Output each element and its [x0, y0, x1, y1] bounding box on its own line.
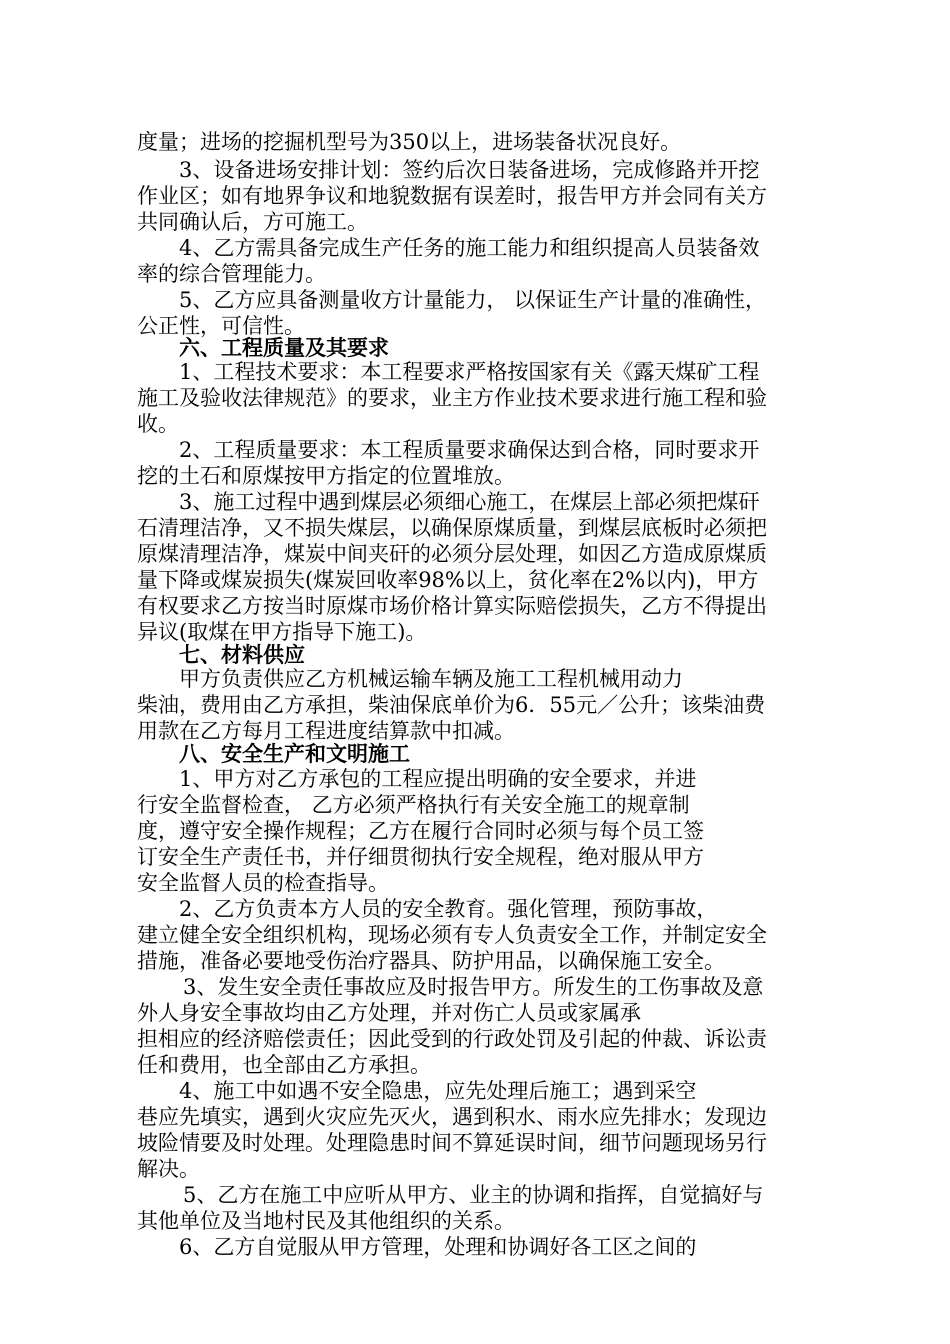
section-heading: 六、工程质量及其要求: [179, 335, 389, 360]
text-line: 异议(取煤在甲方指导下施工)。: [137, 620, 427, 644]
text-line: 4、施工中如遇不安全隐患，应先处理后施工；遇到采空: [179, 1079, 697, 1103]
text-line: 坡险情要及时处理。处理隐患时间不算延误时间，细节问题现场另行: [137, 1131, 767, 1155]
text-line: 施工及验收法律规范》的要求，业主方作业技术要求进行施工程和验: [137, 386, 767, 410]
text-line: 订安全生产责任书，并仔细贯彻执行安全规程，绝对服从甲方: [137, 845, 704, 869]
text-line: 收。: [137, 412, 179, 436]
section-heading: 八、安全生产和文明施工: [179, 741, 410, 766]
text-line: 量下降或煤炭损失(煤炭回收率98%以上，贫化率在2%以内)，甲方: [137, 568, 759, 592]
text-line: 度，遵守安全操作规程；乙方在履行合同时必须与每个员工签: [137, 819, 704, 843]
text-line: 3、施工过程中遇到煤层必须细心施工，在煤层上部必须把煤矸: [179, 490, 760, 514]
text-line: 挖的土石和原煤按甲方指定的位置堆放。: [137, 464, 515, 488]
text-line: 担相应的经济赔偿责任；因此受到的行政处罚及引起的仲裁、诉讼责: [137, 1027, 767, 1051]
section-heading: 七、材料供应: [179, 642, 305, 667]
text-line: 5、乙方在施工中应听从甲方、业主的协调和指挥，自觉搞好与: [183, 1183, 764, 1207]
text-line: 2、乙方负责本方人员的安全教育。强化管理，预防事故，: [179, 897, 718, 921]
text-line: 安全监督人员的检查指导。: [137, 871, 389, 895]
text-line: 2、工程质量要求：本工程质量要求确保达到合格，同时要求开: [179, 438, 760, 462]
text-line: 率的综合管理能力。: [137, 262, 326, 286]
text-line: 有权要求乙方按当时原煤市场价格计算实际赔偿损失，乙方不得提出: [137, 594, 767, 618]
text-line: 任和费用，也全部由乙方承担。: [137, 1053, 431, 1077]
text-line: 甲方负责供应乙方机械运输车辆及施工工程机械用动力: [179, 667, 683, 691]
text-line: 1、工程技术要求：本工程要求严格按国家有关《露天煤矿工程: [179, 360, 760, 384]
text-line: 石清理洁净，又不损失煤层，以确保原煤质量，到煤层底板时必须把: [137, 516, 767, 540]
text-line: 3、设备进场安排计划：签约后次日装备进场，完成修路并开挖: [179, 158, 760, 182]
text-line: 柴油，费用由乙方承担，柴油保底单价为6．55元／公升；该柴油费: [137, 693, 766, 717]
text-line: 外人身安全事故均由乙方处理，并对伤亡人员或家属承: [137, 1001, 641, 1025]
text-line: 作业区；如有地界争议和地貌数据有误差时，报告甲方并会同有关方: [137, 184, 767, 208]
text-line: 度量；进场的挖掘机型号为350以上，进场装备状况良好。: [137, 130, 682, 154]
text-line: 共同确认后，方可施工。: [137, 210, 368, 234]
text-line: 建立健全安全组织机构，现场必须有专人负责安全工作，并制定安全: [137, 923, 767, 947]
text-line: 解决。: [137, 1157, 200, 1181]
text-line: 4、乙方需具备完成生产任务的施工能力和组织提高人员装备效: [179, 236, 760, 260]
text-line: 5、乙方应具备测量收方计量能力， 以保证生产计量的准确性，: [179, 288, 767, 312]
text-line: 公正性，可信性。: [137, 314, 305, 338]
text-line: 巷应先填实，遇到火灾应先灭火，遇到积水、雨水应先排水；发现边: [137, 1105, 767, 1129]
text-line: 行安全监督检查， 乙方必须严格执行有关安全施工的规章制: [137, 793, 690, 817]
text-line: 其他单位及当地村民及其他组织的关系。: [137, 1209, 515, 1233]
text-line: 用款在乙方每月工程进度结算款中扣减。: [137, 719, 515, 743]
text-line: 6、乙方自觉服从甲方管理，处理和协调好各工区之间的: [179, 1235, 697, 1259]
text-line: 3、发生安全责任事故应及时报告甲方。所发生的工伤事故及意: [183, 975, 764, 999]
text-line: 1、甲方对乙方承包的工程应提出明确的安全要求，并进: [179, 767, 697, 791]
text-line: 措施，准备必要地受伤治疗器具、防护用品，以确保施工安全。: [137, 949, 725, 973]
text-line: 原煤清理洁净，煤炭中间夹矸的必须分层处理，如因乙方造成原煤质: [137, 542, 767, 566]
